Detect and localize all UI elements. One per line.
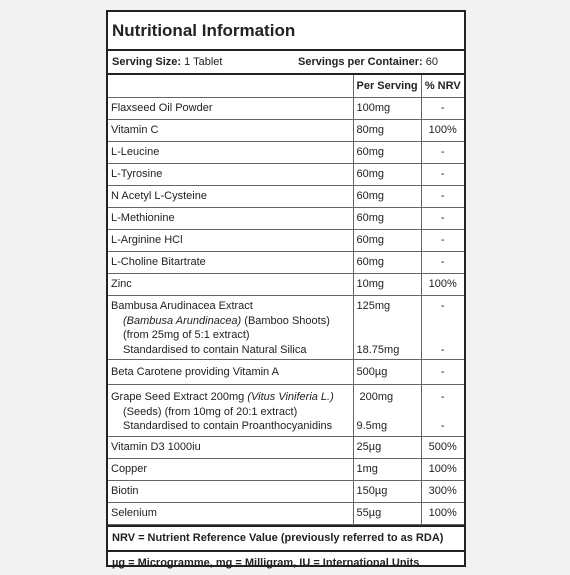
nutrient-amount: 125mg 18.75mg — [353, 296, 421, 360]
nutrient-amount: 25µg — [353, 436, 421, 458]
serving-size: Serving Size: 1 Tablet — [112, 56, 223, 68]
nutrient-amount: 10mg — [353, 274, 421, 296]
nutrient-nrv: - — [421, 230, 464, 252]
nutrient-amount: 80mg — [353, 120, 421, 142]
nutrient-nrv: 300% — [421, 480, 464, 502]
nutrient-name: N Acetyl L-Cysteine — [108, 186, 353, 208]
table-row — [108, 230, 464, 252]
nutrient-nrv: - - — [421, 385, 464, 437]
nutrient-amount: 60mg — [353, 164, 421, 186]
table-row — [108, 186, 464, 208]
header-blank — [108, 75, 353, 98]
table-row-grape-seed — [108, 385, 464, 437]
nutrient-name: Grape Seed Extract 200mg (Vitus Viniferia L.) (Seeds) (from 10mg of 20:1 extract) Standardised to contain Proanthocyanidins — [108, 385, 353, 437]
nutrient-name: Flaxseed Oil Powder — [108, 98, 353, 120]
nutrient-name: Copper — [108, 458, 353, 480]
nutrient-nrv: - — [421, 186, 464, 208]
table-row — [108, 274, 464, 296]
nutrient-name: L-Tyrosine — [108, 164, 353, 186]
nutrient-name: Zinc — [108, 274, 353, 296]
table-row — [108, 360, 464, 385]
nutrient-nrv: - — [421, 252, 464, 274]
nutrient-amount: 55µg — [353, 502, 421, 524]
nutrient-amount: 60mg — [353, 252, 421, 274]
nutrient-amount: 100mg — [353, 98, 421, 120]
table-row-bamboo — [108, 296, 464, 360]
nutrient-amount: 1mg — [353, 458, 421, 480]
nutrient-name: Vitamin D3 1000iu — [108, 436, 353, 458]
servings-per-container: Servings per Container: 60 — [297, 56, 438, 68]
nutrient-nrv: - — [421, 142, 464, 164]
nutrient-amount: 150µg — [353, 480, 421, 502]
table-row — [108, 252, 464, 274]
nutrient-name: Selenium — [108, 502, 353, 524]
nutrient-amount: 60mg — [353, 230, 421, 252]
table-header — [108, 75, 464, 98]
nutrient-name: Beta Carotene providing Vitamin A — [108, 360, 353, 385]
table-row — [108, 142, 464, 164]
nutrient-nrv: - — [421, 360, 464, 385]
nutrient-amount: 60mg — [353, 142, 421, 164]
nutrient-name: L-Leucine — [108, 142, 353, 164]
table-row — [108, 164, 464, 186]
nutrient-name: L-Arginine HCl — [108, 230, 353, 252]
nutrient-name: Biotin — [108, 480, 353, 502]
table-row — [108, 120, 464, 142]
nutrient-nrv: 500% — [421, 436, 464, 458]
table-row — [108, 98, 464, 120]
nutrient-amount: 60mg — [353, 186, 421, 208]
footnote-units: µg = Microgramme, mg = Milligram, IU = International Units — [108, 550, 464, 575]
header-nrv: % NRV — [421, 75, 464, 98]
nutrient-name: Bambusa Arudinacea Extract (Bambusa Arundinacea) (Bamboo Shoots) (from 25mg of 5:1 extract) Standardised to contain Natural Silica — [108, 296, 353, 360]
nutrient-nrv: - - — [421, 296, 464, 360]
table-row — [108, 480, 464, 502]
footnote-nrv: NRV = Nutrient Reference Value (previously referred to as RDA) — [108, 525, 464, 550]
nutrition-panel — [106, 10, 466, 567]
nutrient-name: Vitamin C — [108, 120, 353, 142]
serving-info — [108, 51, 464, 75]
table-row — [108, 436, 464, 458]
nutrient-nrv: - — [421, 164, 464, 186]
nutrition-table — [108, 75, 464, 525]
nutrient-amount: 200mg 9.5mg — [353, 385, 421, 437]
panel-title: Nutritional Information — [108, 12, 464, 51]
table-row — [108, 208, 464, 230]
nutrient-nrv: 100% — [421, 502, 464, 524]
nutrient-nrv: 100% — [421, 274, 464, 296]
nutrient-name: L-Choline Bitartrate — [108, 252, 353, 274]
nutrient-nrv: 100% — [421, 458, 464, 480]
nutrient-nrv: - — [421, 208, 464, 230]
header-per-serving: Per Serving — [353, 75, 421, 98]
nutrient-nrv: 100% — [421, 120, 464, 142]
table-row — [108, 502, 464, 524]
nutrient-nrv: - — [421, 98, 464, 120]
nutrient-name: L-Methionine — [108, 208, 353, 230]
nutrient-amount: 60mg — [353, 208, 421, 230]
table-row — [108, 458, 464, 480]
nutrient-amount: 500µg — [353, 360, 421, 385]
